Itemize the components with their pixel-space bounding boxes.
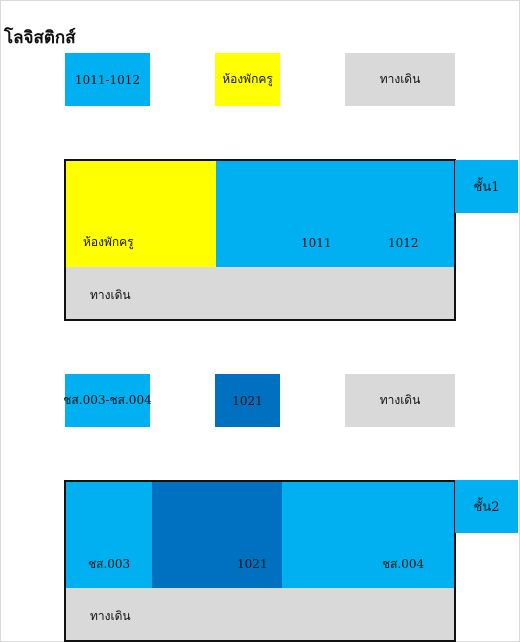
legend-walkway-floor2: ทางเดิน bbox=[345, 374, 455, 427]
floor1-label: ชั้น1 bbox=[455, 160, 518, 213]
floor2-room-cs004-label: ชส.004 bbox=[382, 557, 425, 571]
floor2-room-cs003-label: ชส.003 bbox=[88, 557, 131, 571]
floor2-plan bbox=[64, 480, 456, 642]
legend-teacher-room: ห้องพักครู bbox=[215, 53, 280, 106]
floor2-cs003-zone bbox=[66, 482, 152, 588]
floor2-cs004-zone bbox=[282, 482, 454, 588]
legend-rooms-cs003-cs004: ชส.003-ชส.004 bbox=[65, 374, 150, 427]
floor1-room-1012-label: 1012 bbox=[388, 236, 419, 250]
floor2-label: ชั้น2 bbox=[455, 480, 518, 533]
legend-walkway-floor1: ทางเดิน bbox=[345, 53, 455, 106]
floor1-walkway-label: ทางเดิน bbox=[90, 288, 131, 302]
page-title: โลจิสติกส์ bbox=[4, 28, 76, 48]
legend-room-1021: 1021 bbox=[215, 374, 280, 427]
floor1-rooms-zone bbox=[216, 161, 454, 267]
floor1-room-1011-label: 1011 bbox=[301, 236, 332, 250]
floor2-walkway-label: ทางเดิน bbox=[90, 609, 131, 623]
floor2-room-1021-label: 1021 bbox=[237, 557, 268, 571]
floor1-plan bbox=[64, 159, 456, 321]
legend-rooms-1011-1012: 1011-1012 bbox=[65, 53, 150, 106]
floor2-1021-zone bbox=[152, 482, 282, 588]
floor1-teacher-room-label: ห้องพักครู bbox=[83, 235, 134, 249]
floor1-teacher-room-zone bbox=[66, 161, 216, 267]
